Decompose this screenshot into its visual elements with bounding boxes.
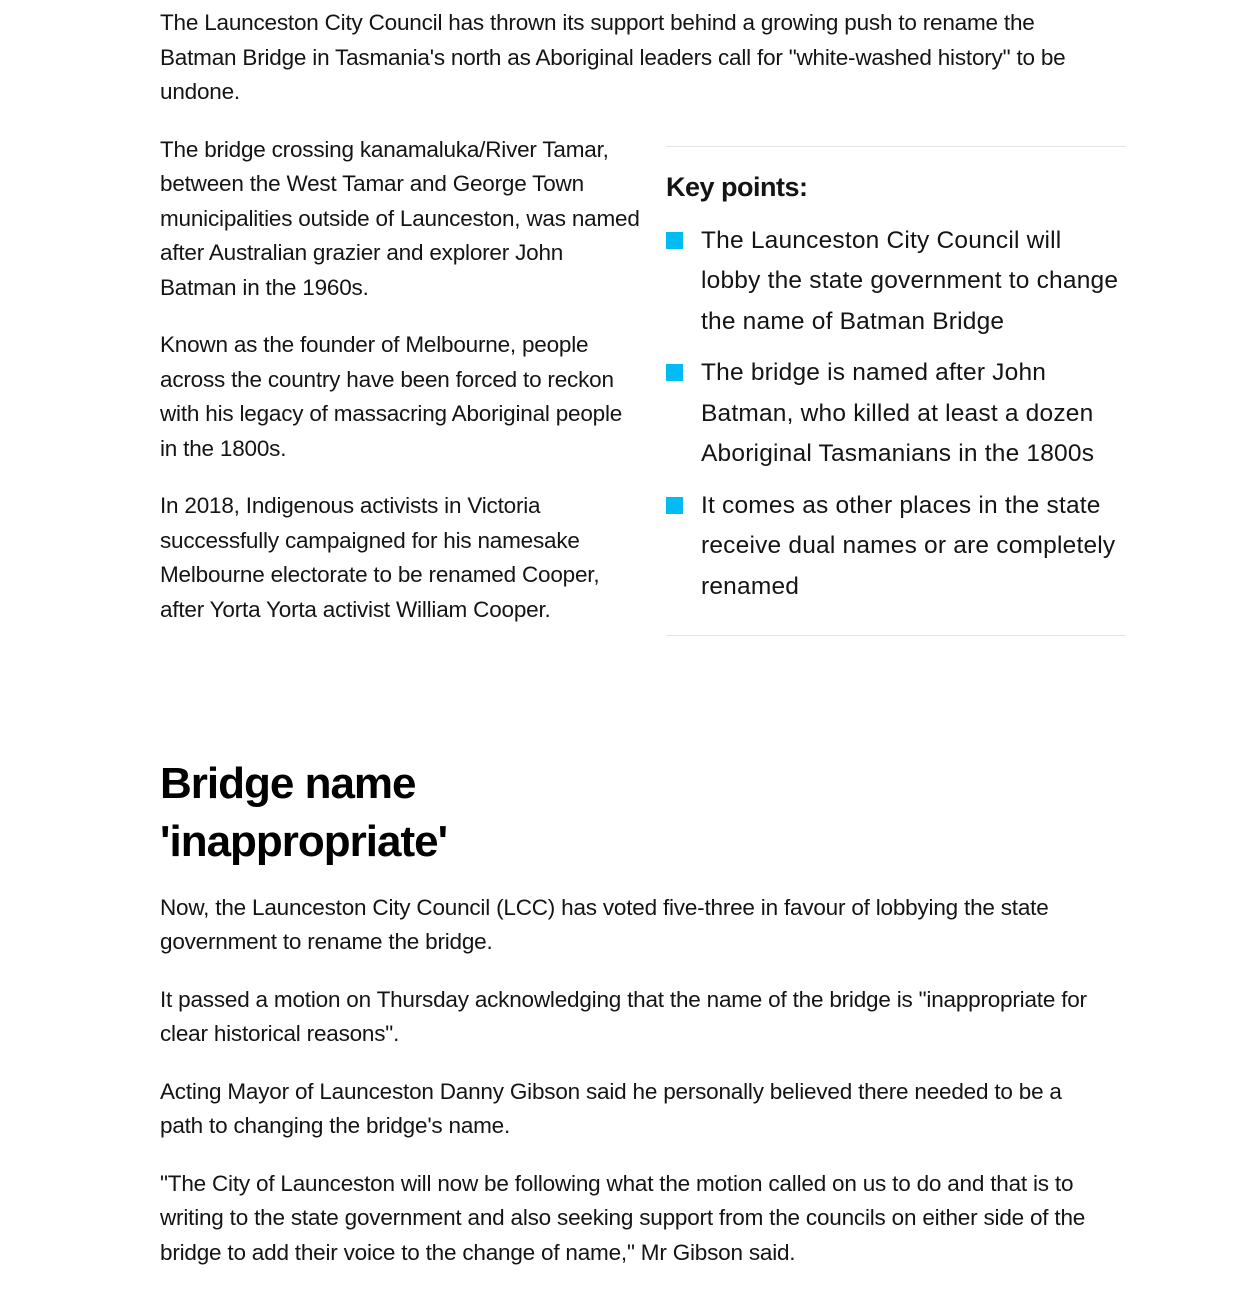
paragraph-motion-passed: It passed a motion on Thursday acknowledging that the name of the bridge is "inappropriate for clear historical reasons". <box>160 986 1087 1046</box>
section-heading: Bridge name 'inappropriate' <box>160 758 448 866</box>
key-point-item <box>666 221 1126 343</box>
paragraph-2018-campaign: In 2018, Indigenous activists in Victoria successfully campaigned for his namesake Melbourne electorate to be renamed Cooper, after Yorta Yorta activist William Cooper. <box>160 493 600 622</box>
key-points-list <box>666 221 1126 608</box>
paragraph-bridge-crossing: The bridge crossing kanamaluka/River Tamar, between the West Tamar and George Town municipalities outside of Launceston, was named after Australian grazier and explorer John Batman in the 1960s. <box>160 136 640 300</box>
square-bullet-icon <box>666 497 683 514</box>
left-column <box>160 133 640 651</box>
paragraph-acting-mayor: Acting Mayor of Launceston Danny Gibson said he personally believed there needed to be a path to changing the bridge's name. <box>160 1078 1062 1138</box>
paragraph-gibson-quote: "The City of Launceston will now be following what the motion called on us to do and that is to writing to the state government and also seeking support from the councils on either side of the bridge to add their voice to the change of name," Mr Gibson said. <box>160 1170 1086 1265</box>
lead-paragraph: The Launceston City Council has thrown its support behind a growing push to rename the Batman Bridge in Tasmania's north as Aboriginal leaders call for "white-washed history" to be undone. <box>160 10 1066 104</box>
key-point-text: It comes as other places in the state receive dual names or are completely renamed <box>701 491 1116 600</box>
two-column-section <box>160 133 1126 755</box>
square-bullet-icon <box>666 232 683 249</box>
key-points-box <box>666 146 1126 637</box>
key-point-text: The bridge is named after John Batman, who killed at least a dozen Aboriginal Tasmanians in the 1800s <box>701 359 1095 467</box>
key-point-text: The Launceston City Council will lobby the state government to change the name of Batman Bridge <box>701 226 1119 335</box>
key-point-item <box>666 353 1126 475</box>
article-body <box>160 0 1126 1293</box>
paragraph-founder-melbourne: Known as the founder of Melbourne, people across the country have been forced to reckon with his legacy of massacring Aboriginal people in the 1800s. <box>160 332 623 461</box>
square-bullet-icon <box>666 364 683 381</box>
key-points-title: Key points: <box>666 171 808 202</box>
key-point-item <box>666 486 1126 608</box>
paragraph-lcc-vote: Now, the Launceston City Council (LCC) has voted five-three in favour of lobbying the state government to rename the bridge. <box>160 894 1049 954</box>
